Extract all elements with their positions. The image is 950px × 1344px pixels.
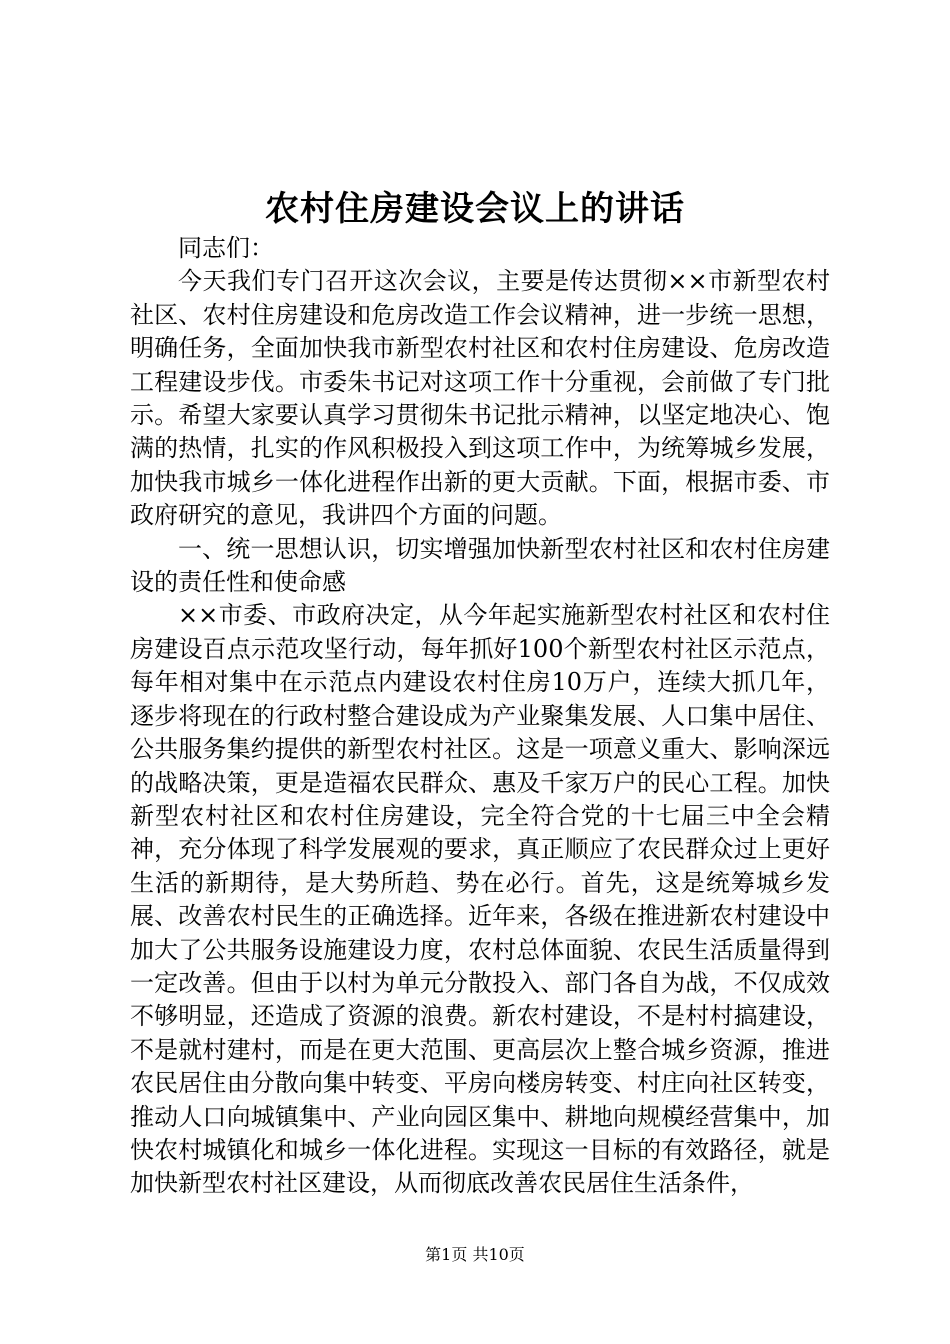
body-paragraph: ××市委、市政府决定，从今年起实施新型农村社区和农村住房建设百点示范攻坚行动，每年抓好100个新型农村社区示范点，每年相对集中在示范点内建设农村住房10万户，连续大抓几年，逐步将现在的行政村整合建设成为产业聚集发展、人口集中居住、公共服务集约提供的新型农村社区。这是一项意义重大、影响深远的战略决策，更是造福农民群众、惠及千家万户的民心工程。加快新型农村社区和农村住房建设，完全符合党的十七届三中全会精神，充分体现了科学发展观的要求，真正顺应了农民群众过上更好生活的新期待，是大势所趋、势在必行。首先，这是统筹城乡发展、改善农村民生的正确选择。近年来，各级在推进新农村建设中加大了公共服务设施建设力度，农村总体面貌、农民生活质量得到一定改善。但由于以村为单元分散投入、部门各自为战，不仅成效不够明显，还造成了资源的浪费。新农村建设，不是村村搞建设，不是就村建村，而是在更大范围、更高层次上整合城乡资源，推进农民居住由分散向集中转变、平房向楼房转变、村庄向社区转变，推动人口向城镇集中、产业向园区集中、耕地向规模经营集中，加快农村城镇化和城乡一体化进程。实现这一目标的有效路径，就是加快新型农村社区建设，从而彻底改善农民居住生活条件， bbox=[130, 601, 830, 1198]
page-footer: 第1页 共10页 bbox=[425, 1245, 525, 1264]
section-heading: 一、统一思想认识，切实增强加快新型农村社区和农村住房建设的责任性和使命感 bbox=[130, 534, 830, 597]
document-body bbox=[130, 232, 830, 1201]
salutation-paragraph: 同志们： bbox=[178, 234, 274, 262]
intro-paragraph: 今天我们专门召开这次会议，主要是传达贯彻××市新型农村社区、农村住房建设和危房改造工作会议精神，进一步统一思想，明确任务，全面加快我市新型农村社区和农村住房建设、危房改造工程建设步伐。市委朱书记对这项工作十分重视，会前做了专门批示。希望大家要认真学习贯彻朱书记批示精神，以坚定地决心、饱满的热情，扎实的作风积极投入到这项工作中，为统筹城乡发展，加快我市城乡一体化进程作出新的更大贡献。下面，根据市委、市政府研究的意见，我讲四个方面的问题。 bbox=[130, 267, 830, 530]
document-title: 农村住房建设会议上的讲话 bbox=[265, 189, 685, 229]
